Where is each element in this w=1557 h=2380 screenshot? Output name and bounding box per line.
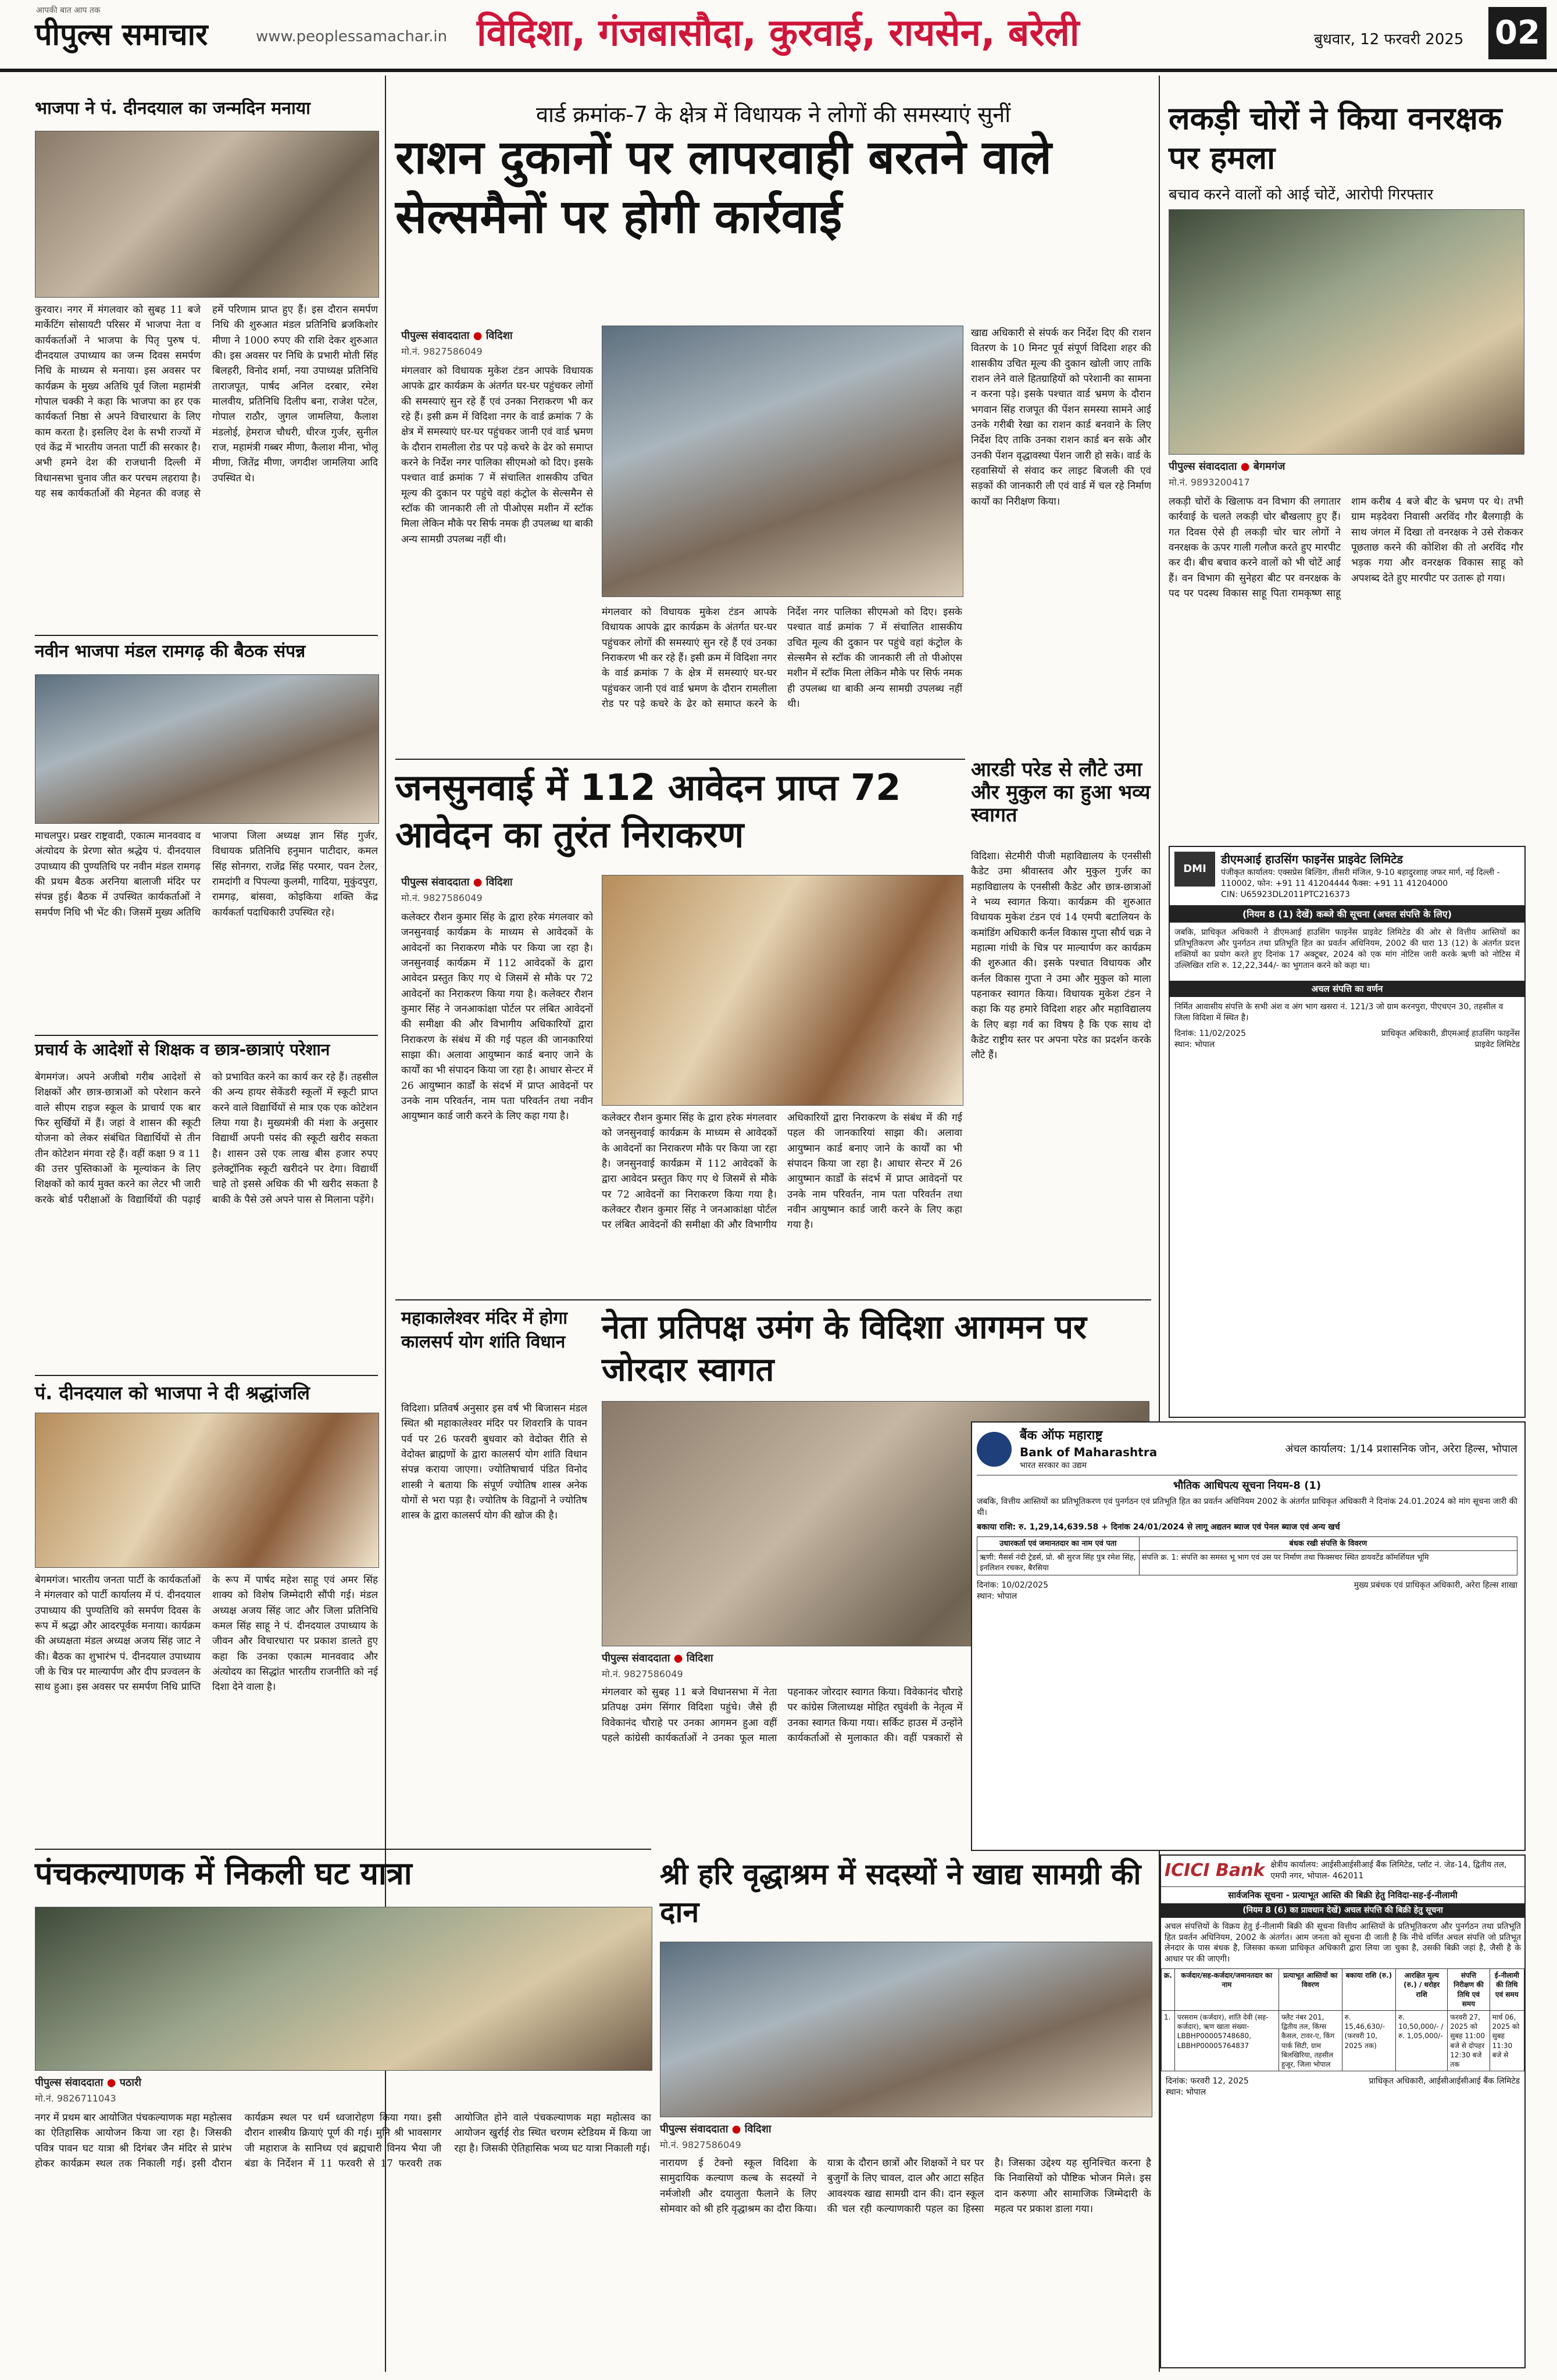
icici-auction-table bbox=[1161, 1968, 1524, 2071]
photo-bjp-meeting bbox=[35, 131, 379, 298]
byline-reporter: पीपुल्स संवाददाता bbox=[602, 1652, 670, 1664]
dmi-logo: DMI bbox=[1174, 852, 1215, 887]
byline-reporter: पीपुल्स संवाददाता bbox=[660, 2123, 728, 2135]
dmi-office: पंजीकृत कार्यालय: एक्सप्रेस बिल्डिंग, तीसरी मंजिल, 9-10 बहादुरशाह जफर मार्ग, नई दिल्ली - 110002, फोन: +91 11 41204444 फैक्स: +91 11 41204000 bbox=[1221, 868, 1500, 888]
headline-ration-shops: राशन दुकानों पर लापरवाही बरतने वाले सेल्समैनों पर होगी कार्रवाई bbox=[395, 130, 1052, 244]
byline-wood-thieves: पीपुल्स संवाददाता ● बेगमगंज bbox=[1169, 460, 1285, 473]
table-row bbox=[1162, 2010, 1524, 2071]
icici-col: ई-नीलामी की तिथि एवं समय bbox=[1490, 1969, 1524, 2011]
section-divider bbox=[35, 635, 378, 636]
headline-principal-orders: प्रचार्य के आदेशों से शिक्षक व छात्र-छात्राएं परेशान bbox=[35, 1040, 330, 1059]
headline-ncc-parade: आरडी परेड से लौटे उमा और मुकुल का हुआ भव्य स्वागत bbox=[971, 758, 1151, 827]
byline-place: विदिशा bbox=[744, 2123, 772, 2135]
headline-kalsarp: महाकालेश्वर मंदिर में होगा कालसर्प योग शांति विधान bbox=[401, 1308, 568, 1352]
byline-reporter: पीपुल्स संवाददाता bbox=[1169, 460, 1237, 473]
reporter-mobile: मो.नं. 9827586049 bbox=[602, 1668, 683, 1679]
bom-notice-content bbox=[977, 1427, 1517, 1846]
icici-col: बकाया राशि (रु.) bbox=[1342, 1969, 1395, 2011]
photo-ghat-yatra bbox=[35, 1907, 652, 2071]
photo-forest-guard bbox=[1169, 209, 1524, 455]
dmi-cin: CIN: U65923DL2011PTC216373 bbox=[1221, 889, 1350, 899]
headline-ramgarh-mandal: नवीन भाजपा मंडल रामगढ़ की बैठक संपन्न bbox=[35, 641, 306, 662]
icici-notice-title: सार्वजनिक सूचना - प्रत्याभूत आस्ति की बिक्री हेतु निविदा-सह-ई-नीलामी bbox=[1228, 1889, 1458, 1900]
icici-cell: फरवरी 27, 2025 को सुबह 11:00 बजे से दोपहर 12:30 बजे तक bbox=[1448, 2010, 1490, 2071]
headline-jansunwai: जनसुनवाई में 112 आवेदन प्राप्त 72 आवेदन का तुरंत निराकरण bbox=[395, 766, 901, 856]
byline-panchkalyanak: पीपुल्स संवाददाता ● पठारी bbox=[35, 2077, 142, 2089]
page-number: 02 bbox=[1488, 7, 1547, 59]
bom-name-en: Bank of Maharashtra bbox=[1020, 1445, 1158, 1459]
photo-jansunwai bbox=[602, 875, 963, 1106]
article-umang-singhar: मंगलवार को सुबह 11 बजे विधानसभा में नेता प्रतिपक्ष उमंग सिंगार विदिशा पहुंचे। जैसे ही विवेकानंद चौराहे पर उनका आगमन हुआ वहीं पहले कांग्रेसी कार्यकर्ताओं ने उनका फूल माला पहनाकर जोरदार स्वागत किया। विवेकानंद चौराहे पर कांग्रेस जिलाध्यक्ष मोहित रघुवंशी के नेतृत्व में उनका स्वागत किया गया। सर्किट हाउस में उन्होंने कार्यकर्ताओं से मुलाकात की। वहीं पत्रकारों से bbox=[602, 1686, 963, 1745]
kicker-ward7: वार्ड क्रमांक-7 के क्षेत्र में विधायक ने लोगों की समस्याएं सुनीं bbox=[535, 102, 1011, 127]
photo-vridhashram bbox=[660, 1942, 1152, 2117]
subhead-wood-thieves: बचाव करने वालों को आई चोटें, आरोपी गिरफ्तार bbox=[1169, 186, 1434, 203]
article-jansunwai-cont: कलेक्टर रौशन कुमार सिंह के द्वारा हरेक मंगलवार को जनसुनवाई कार्यक्रम के माध्यम से आवेदकों के आवेदनों का निराकरण मौके पर किया जा रहा है। जनसुनवाई कार्यक्रम में 112 आवेदकों के द्वारा आवेदन प्रस्तुत किए गए थे जिसमें से मौके पर 72 आवेदनों का निराकरण किया गया है। कलेक्टर रौशन कुमार सिंह ने जनआकांक्षा पोर्टल पर लंबित आवेदनों की समीक्षा की और विभागीय अधिकारियों द्वारा निराकरण के संबंध में की गई पहल की जानकारियां साझा की। अलावा आयुष्मान कार्ड बनाए जाने के कार्यों का भी संपादन किया जा रहा है। आधार सेन्टर में 26 आयुष्मान कार्डों के संदर्भ में प्राप्त आवेदनों पर उनके नाम परिवर्तन, नाम पता परिवर्तन तथा नवीन आयुष्मान कार्ड जारी करने के लिए कहा गया है। bbox=[602, 1112, 962, 1231]
dmi-place: स्थान: भोपाल bbox=[1174, 1039, 1215, 1049]
article-shri-hari: नारायण ई टेक्नो स्कूल विदिशा के सामुदायिक कल्याण कल्ब के सदस्यों ने नर्मजोशी और दयालुता फैलाने के लिए सोमवार को श्री हरि वृद्धाश्रम का दौरा किया। यात्रा के दौरान छात्रों और शिक्षकों ने घर पर बुजुर्गों के लिए चावल, दाल और आटा सहित आवश्यक खाद्य सामग्री दान की। दान स्कूल की चल रही कल्याणकारी पहल का हिस्सा है। जिसका उद्देश्य यह सुनिश्चित करना है कि निवासियों को पौष्टिक भोजन मिले। इस दान करुणा और सामाजिक जिम्मेदारी के महत्व पर प्रकाश डाला गया। bbox=[660, 2157, 1151, 2215]
photo-mla-ration-shop bbox=[602, 326, 963, 597]
icici-col: संपत्ति निरीक्षण की तिथि एवं समय bbox=[1448, 1969, 1490, 2011]
icici-col: क्र. bbox=[1162, 1969, 1175, 2011]
article-ncc-parade: विदिशा। सेटमीरी पीजी महाविद्यालय के एनसीसी कैडेट उमा श्रीवास्तव और मुकुल गुर्जर का महाविद्यालय के एनसीसी कैडेट और छात्र-छात्राओं ने भव्य स्वागत किया। कार्यक्रम की शुरुआत विधायक मुकेश टंडन एवं 14 एमपी बटालियन के कमांडिंग अधिकारी कर्नल विकास गुप्ता सौर्य चक्र ने महात्मा गांधी के चित्र पर माल्यार्पण कर कार्यक्रम की शुरुआत की। इसके पश्चात विधायक और कर्नल विकास गुप्ता ने उमा और मुकुल को माला पहनाकर स्वागत किया। विधायक मुकेश टंडन ने कहा कि यह हमारे विदिशा शहर और महाविद्यालय के लिए बड़ा गर्व का विषय है कि एक साथ दो कैडेट राष्ट्रीय स्तर पर अपना परेड का प्रदर्शन करके लौटे हैं। bbox=[971, 850, 1151, 1062]
section-divider bbox=[395, 1299, 1151, 1300]
bom-logo-icon bbox=[977, 1432, 1012, 1467]
photo-ramgarh-mandal bbox=[35, 674, 379, 824]
reporter-mobile: मो.नं. 9827586049 bbox=[660, 2139, 741, 2150]
bom-col-property: बंधक रखी संपत्ति के विवरण bbox=[1139, 1536, 1517, 1551]
dmi-schedule-title: अचल संपत्ति का वर्णन bbox=[1170, 981, 1524, 997]
dmi-notice-body: जबकि, प्राधिकृत अधिकारी ने डीएमआई हाउसिंग फाइनेंस प्राइवेट लिमिटेड की ओर से वित्तीय आस्तियों का प्रतिभूतिकरण और पुनर्गठन तथा प्रतिभूति हित का प्रवर्तन अधिनियम, 2002 की धारा 13 (12) के अंतर्गत प्रदत्त शक्तियों का प्रयोग करते हुए दिनांक 17 अक्टूबर, 2024 को एक मांग नोटिस जारी करके ऋणी को नोटिस में उल्लिखित राशि रु. 12,22,344/- का भुगतान करने को कहा था। bbox=[1174, 928, 1520, 970]
byline-shri-hari: पीपुल्स संवाददाता ● विदिशा bbox=[660, 2123, 772, 2135]
article-ration-part2: खाद्य अधिकारी से संपर्क कर निर्देश दिए की राशन वितरण के 10 मिनट पूर्व संपूर्ण विदिशा शहर की शासकीय उचित मूल्य की दुकान खोली जाए ताकि राशन लेने वाले हितग्राहियों को परेशानी का सामना न करना पड़े। इसके पश्चात वार्ड भ्रमण के दौरान भगवान सिंह राजपूत की पेंशन समस्या सामने आई उनके गरीबी रेखा का राशन कार्ड बनवाने के लिए निर्देश दिए ताकि उनका राशन कार्ड बन सके और उनकी पेंशन वृद्धावस्था पेंशन जारी हो सके। वार्ड के रहवासियों से संवाद कर लाइट बिजली की एवं सड़कों की जानकारी ली एवं वार्ड में चल रहे निर्माण कार्यों का निरीक्षण किया। bbox=[971, 327, 1151, 508]
bom-subtitle: भारत सरकार का उद्यम bbox=[1020, 1460, 1087, 1470]
reporter-mobile: मो.नं. 9826711043 bbox=[35, 2093, 116, 2104]
icici-date: दिनांक: फरवरी 12, 2025 bbox=[1166, 2077, 1249, 2086]
article-kalsarp: विदिशा। प्रतिवर्ष अनुसार इस वर्ष भी बिजासन मंडल स्थित श्री महाकालेश्वर मंदिर पर शिवरात्रि के पावन पर्व पर 26 फरवरी बुधवार को वेदोक्त रीति से वेदोक्त ब्राह्मणों के द्वारा कालसर्प योग शांति विधान संपन्न कराया जाएगा। ज्योतिषाचार्य पंडित विनोद शास्त्री ने बताया कि संपूर्ण ज्योतिष शास्त्र अनेक योगों से भरा पड़ा है। ज्योतिष के विद्वानों ने ज्योतिष शास्त्र के द्वारा कालसर्प योग की खोज की है। bbox=[401, 1403, 587, 1522]
bom-amount: बकाया राशि: रु. 1,29,14,639.58 + दिनांक 24/01/2024 से लागू अद्यतन ब्याज एवं पेनल ब्याज एवं अन्य खर्च bbox=[977, 1522, 1340, 1532]
icici-notice-sub: (नियम 8 (6) का प्रावधान देखें) अचल संपत्ति की बिक्री हेतु सूचना bbox=[1161, 1903, 1524, 1918]
icici-col: प्रत्याभूत आस्तियों का विवरण bbox=[1279, 1969, 1342, 2011]
icici-cell: 1. bbox=[1162, 2010, 1175, 2071]
icici-cell: फ्लैट नंबर 201, द्वितीय तल, किंग्स कैसल, टावर-ए, किंग पार्क सिटी, ग्राम बिलखिरिया, तहसील हुजूर, जिला भोपाल bbox=[1279, 2010, 1342, 2071]
section-divider bbox=[35, 1375, 378, 1376]
edition-date: बुधवार, 12 फरवरी 2025 bbox=[1314, 31, 1464, 48]
bom-place: स्थान: भोपाल bbox=[977, 1592, 1017, 1602]
byline-umang: पीपुल्स संवाददाता ● विदिशा bbox=[602, 1652, 713, 1664]
article-deendayal-tribute: बेगमगंज। भारतीय जनता पार्टी के कार्यकर्ताओं ने मंगलवार को पार्टी कार्यालय में पं. दीनदयाल उपाध्याय की पुण्यतिथि को समर्पण दिवस के रूप में श्रद्धा और आदरपूर्वक मनाया। कार्यक्रम की अध्यक्षता मंडल अध्यक्ष अजय सिंह जाट ने की। बैठक का शुभारंभ पं. दीनदयाल उपाध्याय जी के चित्र पर माल्यार्पण और दीप प्रज्वलन के साथ हुआ। इस अवसर पर समर्पण निधि प्राप्ति के रूप में पार्षद महेश साहू एवं अमर सिंह शाक्य को विशेष जिम्मेदारी सौंपी गई। मंडल अध्यक्ष अजय सिंह जाट और जिला प्रतिनिधि कमल सिंह साहू ने पं. दीनदयाल उपाध्याय के जीवन और विचारधारा पर प्रकाश डालते हुए कहा कि उनका एकात्म मानववाद और अंत्योदय का सिद्धांत भारतीय राजनीति को नई दिशा देने वाला है। bbox=[35, 1574, 378, 1693]
byline-reporter: पीपुल्स संवाददाता bbox=[401, 330, 470, 342]
article-wood-thieves: लकड़ी चोरों के खिलाफ वन विभाग की लगातार कार्रवाई के चलते लकड़ी चोर बौखलाए हुए हैं। गत दिवस ऐसे ही लकड़ी चोर चार लोगों ने वनरक्षक के ऊपर गाली गलौज करते हुए मारपीट कर दी। बीच बचाव करने वालों को भी चोटें आई हैं। वन विभाग की सुनेहरा बीट पर वनरक्षक के पद पर पदस्थ विकास साहू पिता रामकृष्ण साहू शाम करीब 4 बजे बीट के भ्रमण पर थे। तभी ग्राम मड़देवरा निवासी अरविंद गौर बैलगाड़ी के साथ जंगल में दिखा तो वनरक्षक ने उसे रोककर पूछताछ करने की कोशिश की तो अरविंद गौर भड़क गया और वनरक्षक विकास साहू को अपशब्द देते हुए मारपीट पर उतारू हो गया। bbox=[1169, 496, 1523, 600]
byline-place: विदिशा bbox=[485, 876, 513, 888]
dmi-company: डीएमआई हाउसिंग फाइनेंस प्राइवेट लिमिटेड bbox=[1221, 852, 1404, 866]
byline-place: पठारी bbox=[119, 2077, 142, 2089]
bom-notice-title: भौतिक आधिपत्य सूचना नियम-8 (1) bbox=[1173, 1479, 1322, 1492]
icici-cell: रु. 10,50,000/- / रु. 1,05,000/- bbox=[1396, 2010, 1448, 2071]
bom-property-table bbox=[977, 1536, 1517, 1576]
icici-cell: परसराम (कर्जदार), शांति देवी (सह-कर्जदार), ऋण खाता संख्या- LBBHP00005748680, LBBHP00005764837 bbox=[1174, 2010, 1279, 2071]
icici-office: क्षेत्रीय कार्यालय: आईसीआईसीआई बैंक लिमिटेड, प्लॉट नं. जेड-14, द्वितीय तल, एमपी नगर, भोपाल- 462011 bbox=[1270, 1860, 1507, 1881]
icici-cell: रु. 15,46,630/- (फरवरी 10, 2025 तक) bbox=[1342, 2010, 1395, 2071]
byline-reporter: पीपुल्स संवाददाता bbox=[35, 2077, 103, 2089]
photo-deendayal-tribute bbox=[35, 1413, 379, 1568]
reporter-mobile: मो.नं. 9893200417 bbox=[1169, 477, 1250, 488]
dmi-signatory: प्राधिकृत अधिकारी, डीएमआई हाउसिंग फाइनेंस प्राइवेट लिमिटेड bbox=[1381, 1028, 1520, 1049]
byline-place: विदिशा bbox=[686, 1652, 713, 1664]
bom-notice-body: जबकि, वित्तीय आस्तियों का प्रतिभूतिकरण एवं पुनर्गठन एवं प्रतिभूति हित का प्रवर्तन अधिनियम 2002 के अंतर्गत प्राधिकृत अधिकारी ने दिनांक 24.01.2024 को मांग सूचना जारी की थी। bbox=[977, 1496, 1517, 1517]
icici-signatory: प्राधिकृत अधिकारी, आईसीआईसीआई बैंक लिमिटेड bbox=[1369, 2077, 1520, 2086]
ad-dmi-housing-finance bbox=[1169, 846, 1526, 1418]
headline-umang-singhar: नेता प्रतिपक्ष उमंग के विदिशा आगमन पर जोरदार स्वागत bbox=[602, 1309, 1087, 1389]
byline-jansunwai: पीपुल्स संवाददाता ● विदिशा bbox=[401, 876, 513, 888]
bom-signatory: मुख्य प्रबंधक एवं प्राधिकृत अधिकारी, अरेरा हिल्स शाखा bbox=[1354, 1581, 1517, 1591]
page-regions-title: विदिशा, गंजबासौदा, कुरवाई, रायसेन, बरेली bbox=[477, 12, 1080, 55]
icici-notice-body: अचल संपत्तियों के विक्रय हेतु ई-नीलामी बिक्री की सूचना वित्तीय आस्तियों के प्रतिभूतिकरण और पुनर्गठन तथा प्रतिभूति हित प्रवर्तन अधिनियम, 2002 के अंतर्गत। आम जनता को सूचना दी जाती है कि नीचे वर्णित अचल संपत्ति जो प्रतिभूत लेनदार के पास बंधक है, जिसका कब्जा प्राधिकृत अधिकारी द्वारा लिया जा चुका है, उसकी बिक्री जहां है, जैसी है के आधार पर की जाएगी। bbox=[1165, 1921, 1521, 1964]
byline-place: विदिशा bbox=[485, 330, 513, 342]
bom-office: अंचल कार्यालय: 1/14 प्रशासनिक जोन, अरेरा हिल्स, भोपाल bbox=[1285, 1442, 1517, 1455]
article-panchkalyanak: नगर में प्रथम बार आयोजित पंचकल्याणक महा महोत्सव का ऐतिहासिक आयोजन किया जा रहा है। जिसकी पवित्र पावन घट यात्रा श्री दिगंबर जैन मंदिर से प्रारंभ होकर कार्यक्रम स्थल तक निकाली गई। इसी दौरान कार्यक्रम स्थल पर धर्म ध्वजारोहण किया गया। इसी दौरान शास्त्रीय क्रियाएं पूर्ण की गई। मुनि श्री भावसागर जी महाराज के सानिध्य एवं ब्रह्मचारी विनय भैया जी बंडा के निर्देशन में 11 फरवरी से 17 फरवरी तक आयोजित होने वाले पंचकल्याणक महा महोत्सव का आयोजन खुर्राई रोड स्थित चरणम स्टेडियम में किया जा रहा है। जिसकी ऐतिहासिक भव्य घट यात्रा निकाली गई। bbox=[35, 2112, 651, 2170]
byline-place: बेगमगंज bbox=[1253, 460, 1285, 473]
section-divider bbox=[35, 1849, 651, 1850]
icici-col: कर्जदार/सह-कर्जदार/जमानतदार का नाम bbox=[1174, 1969, 1279, 2011]
dmi-date: दिनांक: 11/02/2025 bbox=[1174, 1028, 1247, 1038]
icici-cell: मार्च 06, 2025 को सुबह 11:30 बजे से bbox=[1490, 2010, 1524, 2071]
bom-name-hi: बैंक ऑफ महाराष्ट्र bbox=[1020, 1428, 1103, 1443]
icici-place: स्थान: भोपाल bbox=[1166, 2087, 1206, 2097]
newspaper-logo: पीपुल्स समाचार bbox=[35, 17, 208, 52]
dmi-notice-title: (नियम 8 (1) देखें) कब्जे की सूचना (अचल संपत्ति के लिए) bbox=[1170, 906, 1524, 923]
article-deendayal-birthday: कुरवार। नगर में मंगलवार को सुबह 11 बजे मार्केटिंग सोसायटी परिसर में भाजपा नेता व कार्यकर्ताओं ने भाजपा के पितृ पुरुष पं. दीनदयाल उपाध्याय का जन्म दिवस समर्पण निधि के माध्यम से मनाया। इस अवसर पर कार्यक्रम के मुख्य अतिथि पूर्व जिला महामंत्री गोपाल चक्की ने कहा कि भाजपा का हर एक कार्यकर्ता निष्ठा से अपने विचारधारा के लिए काम करता है। इसलिए देश के सभी राज्यों में एवं केंद्र में भारतीय जनता पार्टी की सरकार है। अभी हमने देश की राजधानी दिल्ली में विधानसभा चुनाव जीत कर परचम लहराया है। यह सब कार्यकर्ताओं की मेहनत की वजह से हमें परिणाम प्राप्त हुए हैं। इस दौरान समर्पण निधि की शुरुआत मंडल प्रतिनिधि ब्रजकिशोर मीणा ने 1000 रुपए की राशि देकर शुरुआत की। इस अवसर पर निधि के प्रभारी मोती सिंह बिलहरी, विनोद शर्मा, नया उपाध्यक्ष प्रतिनिधि ताराजपूत, पार्षद अनिल दरबार, रमेश मालवीय, प्रतिनिधि दिलीप बना, राजेश पटेल, गोपाल राठौर, जुगल जामलिया, कैलाश मंडलोई, हेमराज चौधरी, धीरज गुर्जर, सुनील राज, महामंत्री गब्बर मीणा, कैलाश मीना, भोलू मीणा, जितेंद्र मीणा, जगदीश जामलिया आदि उपस्थित थे। bbox=[35, 304, 378, 500]
article-jansunwai: कलेक्टर रौशन कुमार सिंह के द्वारा हरेक मंगलवार को जनसुनवाई कार्यक्रम के माध्यम से आवेदकों के आवेदनों का निराकरण मौके पर किया जा रहा है। जनसुनवाई कार्यक्रम में 112 आवेदकों के द्वारा आवेदन प्रस्तुत किए गए थे जिसमें से मौके पर 72 आवेदनों का निराकरण किया गया है। कलेक्टर रौशन कुमार सिंह ने जनआकांक्षा पोर्टल पर लंबित आवेदनों की समीक्षा की और विभागीय अधिकारियों द्वारा निराकरण के संबंध में की गई पहल की जानकारियां साझा की। अलावा आयुष्मान कार्ड बनाए जाने के कार्यों का भी संपादन किया जा रहा है। आधार सेन्टर में 26 आयुष्मान कार्डों के संदर्भ में प्राप्त आवेदनों पर उनके नाम परिवर्तन, नाम पता परिवर्तन तथा नवीन आयुष्मान कार्ड जारी करने के लिए कहा गया है। bbox=[401, 912, 593, 1123]
headline-shri-hari: श्री हरि वृद्धाश्रम में सदस्यों ने खाद्य सामग्री की दान bbox=[660, 1857, 1141, 1929]
article-ramgarh-mandal: माचलपुर। प्रखर राष्ट्रवादी, एकात्म मानववाद व अंत्योदय के प्रेरणा स्रोत श्रद्धेय पं. दीनदयाल उपाध्याय की पुण्यतिथि पर नवीन मंडल रामगढ़ की प्रथम बैठक अरनिया बालाजी मंदिर पर संपन्न हुई। बैठक में उपस्थित कार्यकर्ताओं ने समर्पण निधि भी भेंट की। जिसमें मुख्य अतिथि भाजपा जिला अध्यक्ष ज्ञान सिंह गुर्जर, विधायक प्रतिनिधि हनुमान पाटीदार, कमल सिंह सोनगरा, राजेंद्र सिंह परमार, पवन टेलर, रामदांगी व पिपल्या कुलमी, गादिया, मुकुंदपुरा, रामगढ़, बांसवा, कोइकिया शक्ति केंद्र कार्यकर्ता पदाधिकारी उपस्थित रहे। bbox=[35, 830, 378, 919]
bom-date: दिनांक: 10/02/2025 bbox=[977, 1581, 1049, 1591]
headline-deendayal-tribute: पं. दीनदयाल को भाजपा ने दी श्रद्धांजलि bbox=[35, 1382, 310, 1404]
article-ration-part1: मंगलवार को विधायक मुकेश टंडन आपके विधायक आपके द्वार कार्यक्रम के अंतर्गत घर-घर पहुंचकर लोगों की समस्याएं सुन रहे हैं एवं उनका निराकरण भी कर रहे हैं। इसी क्रम में विदिशा नगर के वार्ड क्रमांक 7 के क्षेत्र में समस्याएं घर-घर पहुंचकर जानी एवं वार्ड भ्रमण के दौरान रामलीला रोड पर पड़े कचरे के ढेर को समाप्त करने के निर्देश नगर पालिका सीएमओ को दिए। इसके पश्चात वार्ड क्रमांक 7 में संचालित शासकीय उचित मूल्य की दुकान पर पहुंचे वहां कंट्रोल के सेल्समैन से स्टॉक की जानकारी ली तो पीओएस मशीन में स्टॉक मिला लेकिन मौके पर सिर्फ नमक ही उपलब्ध था बाकी अन्य सामग्री उपलब्ध नहीं थी। bbox=[401, 365, 593, 545]
section-divider bbox=[35, 1035, 378, 1036]
article-ration-part1b: मंगलवार को विधायक मुकेश टंडन आपके विधायक आपके द्वार कार्यक्रम के अंतर्गत घर-घर पहुंचकर लोगों की समस्याएं सुन रहे हैं एवं उनका निराकरण भी कर रहे हैं। इसी क्रम में विदिशा नगर के वार्ड क्रमांक 7 के क्षेत्र में समस्याएं घर-घर पहुंचकर जानी एवं वार्ड भ्रमण के दौरान रामलीला रोड पर पड़े कचरे के ढेर को समाप्त करने के निर्देश नगर पालिका सीएमओ को दिए। इसके पश्चात वार्ड क्रमांक 7 में संचालित शासकीय उचित मूल्य की दुकान पर पहुंचे वहां कंट्रोल के सेल्समैन से स्टॉक की जानकारी ली तो पीओएस मशीन में स्टॉक मिला लेकिन मौके पर सिर्फ नमक ही उपलब्ध था बाकी अन्य सामग्री उपलब्ध नहीं थी। bbox=[602, 606, 962, 710]
bom-property: संपत्ति क्र. 1: संपत्ति का समस्त भू भाग एवं उस पर निर्माण तथा फिक्सचर स्थित डायवर्टेड कॉमर्शियल भूमि bbox=[1139, 1551, 1517, 1575]
byline-reporter: पीपुल्स संवाददाता bbox=[401, 876, 470, 888]
bom-borrower: ऋणी: मैसर्स नंदी ट्रेडर्स, प्रो. श्री सुरज सिंह पुत्र रमेश सिंह, इनलिशन रचकर, बैरसिया bbox=[977, 1551, 1140, 1575]
reporter-mobile: मो.नं. 9827586049 bbox=[401, 346, 483, 357]
byline-ration: पीपुल्स संवाददाता ● विदिशा bbox=[401, 330, 513, 342]
section-divider bbox=[395, 759, 965, 760]
headline-panchkalyanak: पंचकल्याणक में निकली घट यात्रा bbox=[35, 1855, 412, 1892]
headline-deendayal-birthday: भाजपा ने पं. दीनदयाल का जन्मदिन मनाया bbox=[35, 98, 310, 119]
website-url[interactable]: www.peoplessamachar.in bbox=[256, 28, 448, 45]
brand-tagline: आपकी बात आप तक bbox=[36, 6, 101, 15]
ad-icici-bank bbox=[1160, 1854, 1526, 2368]
icici-logo: ICICI Bank bbox=[1165, 1860, 1265, 1881]
article-principal-orders: बेगमगंज। अपने अजीबो गरीब आदेशों से शिक्षकों और छात्र-छात्राओं को परेशान करने वाले सीएम राइज स्कूल के प्राचार्य एक बार फिर सुर्खियों में हैं। जहां वे शासन की स्कूटी योजना को लेकर संबंधित विद्यार्थियों से तीन तीन कोटेशन मंगवा रहे हैं। वहीं कक्षा 9 व 11 की उत्तर पुस्तिकाओं के मूल्यांकन के लिए शिक्षकों को कार्य मुक्त करने का लेटर भी जारी करके बोर्ड परीक्षाओं के विद्यार्थियों की पढ़ाई को प्रभावित करने का कार्य कर रहे हैं। तहसील की अन्य हायर सेकेंडरी स्कूलों में स्कूटी प्राप्त करने वाले विद्यार्थियों से मात्र एक एक कोटेशन लिया गया है। मुख्यमंत्री की मंशा के अनुसार विद्यार्थी अपनी पसंद की स्कूटी खरीद सकता है। शासन उसे एक लाख बीस हजार रुपए इलेक्ट्रॉनिक स्कूटी खरीदने पर देगा। विद्यार्थी चाहे तो इससे अधिक की भी खरीद सकता है बाकी के पैसे उसे अपने पास से मिलाना पड़ेंगे। bbox=[35, 1071, 378, 1206]
headline-wood-thieves: लकड़ी चोरों ने किया वनरक्षक पर हमला bbox=[1169, 100, 1502, 176]
reporter-mobile: मो.नं. 9827586049 bbox=[401, 892, 483, 903]
icici-col: आरक्षित मूल्य (रु.) / धरोहर राशि bbox=[1396, 1969, 1448, 2011]
bom-col-borrower: उधारकर्ता एवं जमानतदार का नाम एवं पता bbox=[977, 1536, 1140, 1551]
dmi-schedule: निर्मित आवासीय संपत्ति के सभी अंश व अंग भाग खसरा नं. 121/3 जो ग्राम करनपुरा, पीएचएन 30, तहसील व जिला विदिशा में स्थित है। bbox=[1174, 1002, 1504, 1023]
